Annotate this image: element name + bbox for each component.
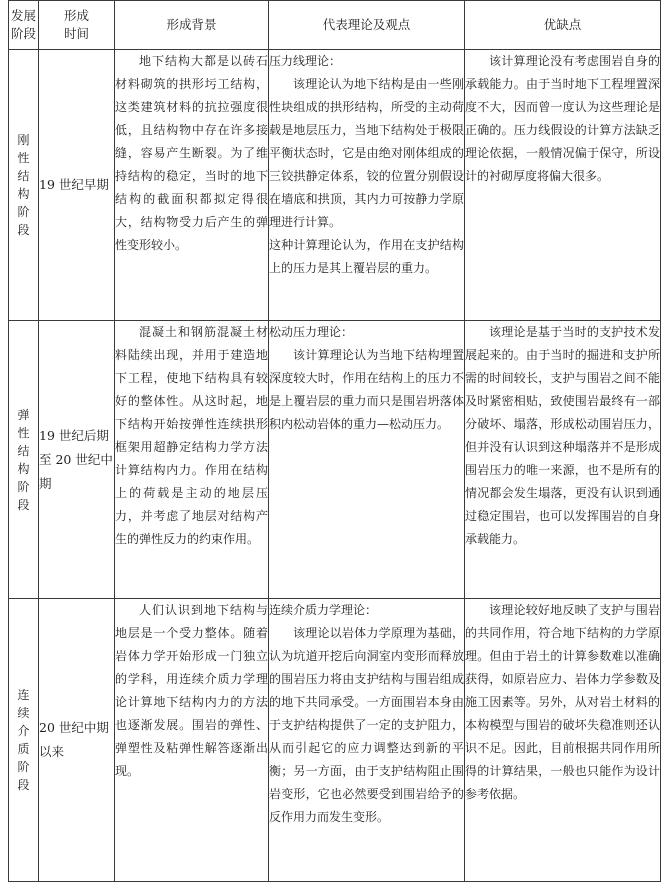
theory-paragraph: 该计算理论认为当地下结构埋置深度较大时，作用在结构上的压力不是上覆岩层的重力而只是围岩坍落体积内松动岩体的重力—松动压力。 bbox=[269, 348, 464, 431]
table-header-row bbox=[9, 1, 661, 50]
theory-paragraph: 该理论认为地下结构是由一些刚性块组成的拱形结构，所受的主动荷载是地层压力，当地下结构处于极限平衡状态时，它是由绝对刚体组成的三铰拱静定体系，铰的位置分别假设在墙底和拱顶，其内力可按静力学原理进行计算。 bbox=[269, 77, 464, 229]
views-cell bbox=[269, 599, 465, 882]
time-cell: 19 世纪后期至 20 世纪中期 bbox=[39, 321, 115, 599]
theory-paragraph: 该理论以岩体力学原理为基础，认为坑道开挖后向洞室内变形而释放的围岩压力将由支护结构与围岩组成的地下共同承受。一方面围岩本身由于支护结构提供了一定的支护阻力，从而引起它的应力调整达到新的平衡；另一方面，由于支护结构阻止围岩变形，它也必然要受到围岩给予的反作用力而发生变形。 bbox=[269, 626, 464, 824]
theory-name: 连续介质力学理论： bbox=[269, 603, 378, 617]
views-cell bbox=[269, 50, 465, 321]
table-row bbox=[9, 599, 661, 882]
theory-name: 松动压力理论： bbox=[269, 325, 354, 339]
table-row bbox=[9, 321, 661, 599]
theory-name: 压力线理论： bbox=[269, 54, 342, 68]
background-cell: 混凝土和钢筋混凝土材料陆续出现，并用于建造地下工程，使地下结构具有较好的整体性。从这时起，地下结构开始按弹性连续拱形框架用超静定结构力学方法计算结构内力。作用在结构上的荷载是主动的地层压力，并考虑了地层对结构产生的弹性反力的约束作用。 bbox=[115, 321, 269, 599]
background-cell: 地下结构大都是以砖石材料砌筑的拱形圬工结构，这类建筑材料的抗拉强度很低，且结构物中存在许多接缝，容易产生断裂。为了维持结构的稳定，当时的地下结构的截面积都拟定得很大，结构物受力后产生的弹性变形较小。 bbox=[115, 50, 269, 321]
table-row bbox=[9, 50, 661, 321]
header-stage: 发展阶段 bbox=[9, 1, 39, 50]
stage-cell: 连续介质阶段 bbox=[9, 599, 39, 882]
time-cell: 20 世纪中期以来 bbox=[39, 599, 115, 882]
evaluation-cell: 该理论较好地反映了支护与围岩的共同作用，符合地下结构的力学原理。但由于岩土的计算参数难以准确获得，如原岩应力、岩体力学参数及施工因素等。另外，从对岩土材料的本构模型与围岩的破坏失稳准则还认识不足。因此，目前根据共同作用所得的计算结果，一般也只能作为设计参考依据。 bbox=[465, 599, 661, 882]
theory-development-table bbox=[8, 0, 661, 882]
background-cell: 人们认识到地下结构与地层是一个受力整体。随着岩体力学开始形成一门独立的学科，用连续介质力学理论计算地下结构内力的方法也逐渐发展。围岩的弹性、弹塑性及粘弹性解答逐渐出现。 bbox=[115, 599, 269, 882]
time-cell: 19 世纪早期 bbox=[39, 50, 115, 321]
evaluation-cell: 该理论是基于当时的支护技术发展起来的。由于当时的掘进和支护所需的时间较长，支护与围岩之间不能及时紧密相贴，致使围岩最终有一部分破坏、塌落，形成松动围岩压力，但并没有认识到这种塌落并不是形成围岩压力的唯一来源，也不是所有的情况都会发生塌落，更没有认识到通过稳定围岩，也可以发挥围岩的自身承载能力。 bbox=[465, 321, 661, 599]
stage-cell: 刚性结构阶段 bbox=[9, 50, 39, 321]
stage-cell: 弹性结构阶段 bbox=[9, 321, 39, 599]
header-time: 形成时间 bbox=[39, 1, 115, 50]
evaluation-cell: 该计算理论没有考虑围岩自身的承载能力。由于当时地下工程埋置深度不大，因而曾一度认为这些理论是正确的。压力线假设的计算方法缺乏理论依据，一般情况偏于保守，所设计的衬砌厚度将偏大很多。 bbox=[465, 50, 661, 321]
theory-paragraph: 这种计算理论认为，作用在支护结构上的压力是其上覆岩层的重力。 bbox=[269, 238, 464, 275]
header-background: 形成背景 bbox=[115, 1, 269, 50]
views-cell bbox=[269, 321, 465, 599]
header-views: 代表理论及观点 bbox=[269, 1, 465, 50]
header-evaluation: 优缺点 bbox=[465, 1, 661, 50]
